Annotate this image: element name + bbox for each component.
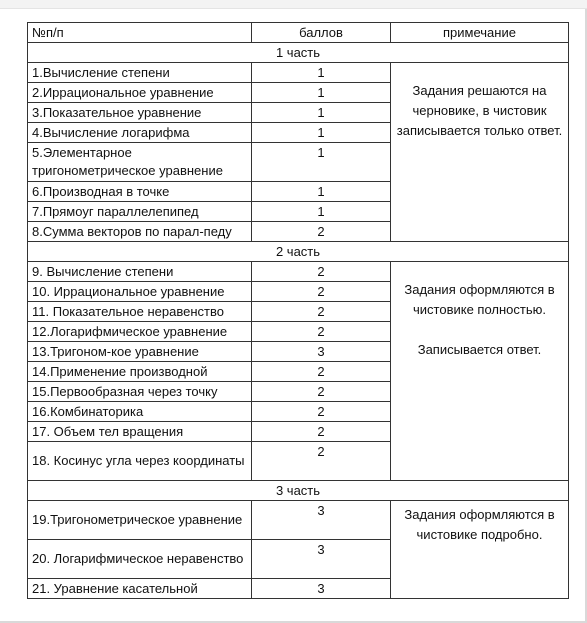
note-cell: Задания решаются на черновике, в чистовик записывается только ответ.: [391, 63, 569, 242]
task-cell: 2.Иррациональное уравнение: [28, 83, 252, 103]
task-cell: 18. Косинус угла через координаты: [28, 442, 252, 481]
part-row: [28, 242, 569, 262]
task-cell: 17. Объем тел вращения: [28, 422, 252, 442]
table-row: [28, 63, 569, 83]
task-cell: 4.Вычисление логарифма: [28, 123, 252, 143]
points-cell: 1: [252, 103, 391, 123]
points-cell: 1: [252, 143, 391, 182]
task-cell: 15.Первообразная через точку: [28, 382, 252, 402]
points-cell: 1: [252, 202, 391, 222]
table-row: [28, 262, 569, 282]
task-cell: 14.Применение производной: [28, 362, 252, 382]
task-cell: 10. Иррациональное уравнение: [28, 282, 252, 302]
part-title: 3 часть: [28, 481, 569, 501]
points-cell: 2: [252, 362, 391, 382]
points-cell: 1: [252, 63, 391, 83]
header-row: [28, 23, 569, 43]
points-cell: 2: [252, 322, 391, 342]
points-cell: 2: [252, 442, 391, 481]
points-cell: 1: [252, 182, 391, 202]
task-cell: 8.Сумма векторов по парал-педу: [28, 222, 252, 242]
task-cell: 11. Показательное неравенство: [28, 302, 252, 322]
part-row: [28, 481, 569, 501]
points-cell: 2: [252, 282, 391, 302]
note-cell: Задания оформляются в чистовике полностью. Записывается ответ.: [391, 262, 569, 481]
points-cell: 3: [252, 579, 391, 599]
task-cell: 19.Тригонометрическое уравнение: [28, 501, 252, 540]
points-cell: 3: [252, 540, 391, 579]
task-cell: 16.Комбинаторика: [28, 402, 252, 422]
points-cell: 2: [252, 222, 391, 242]
task-cell: 13.Тригоном-кое уравнение: [28, 342, 252, 362]
task-cell: 20. Логарифмическое неравенство: [28, 540, 252, 579]
points-cell: 3: [252, 501, 391, 540]
header-note: примечание: [391, 23, 569, 43]
points-cell: 1: [252, 123, 391, 143]
task-cell: 1.Вычисление степени: [28, 63, 252, 83]
task-cell: 3.Показательное уравнение: [28, 103, 252, 123]
points-cell: 2: [252, 382, 391, 402]
top-strip: [0, 0, 587, 9]
score-table: [27, 22, 569, 599]
points-cell: 2: [252, 262, 391, 282]
points-cell: 2: [252, 422, 391, 442]
header-num: №п/п: [28, 23, 252, 43]
task-cell: 12.Логарифмическое уравнение: [28, 322, 252, 342]
points-cell: 3: [252, 342, 391, 362]
table-row: [28, 501, 569, 540]
note-cell: Задания оформляются в чистовике подробно.: [391, 501, 569, 599]
task-cell: 7.Прямоуг параллелепипед: [28, 202, 252, 222]
points-cell: 2: [252, 302, 391, 322]
part-row: [28, 43, 569, 63]
part-title: 1 часть: [28, 43, 569, 63]
task-cell: 9. Вычисление степени: [28, 262, 252, 282]
points-cell: 1: [252, 83, 391, 103]
task-cell: 21. Уравнение касательной: [28, 579, 252, 599]
part-title: 2 часть: [28, 242, 569, 262]
header-points: баллов: [252, 23, 391, 43]
task-cell: 5.Элементарное тригонометрическое уравнение: [28, 143, 252, 182]
task-cell: 6.Производная в точке: [28, 182, 252, 202]
points-cell: 2: [252, 402, 391, 422]
